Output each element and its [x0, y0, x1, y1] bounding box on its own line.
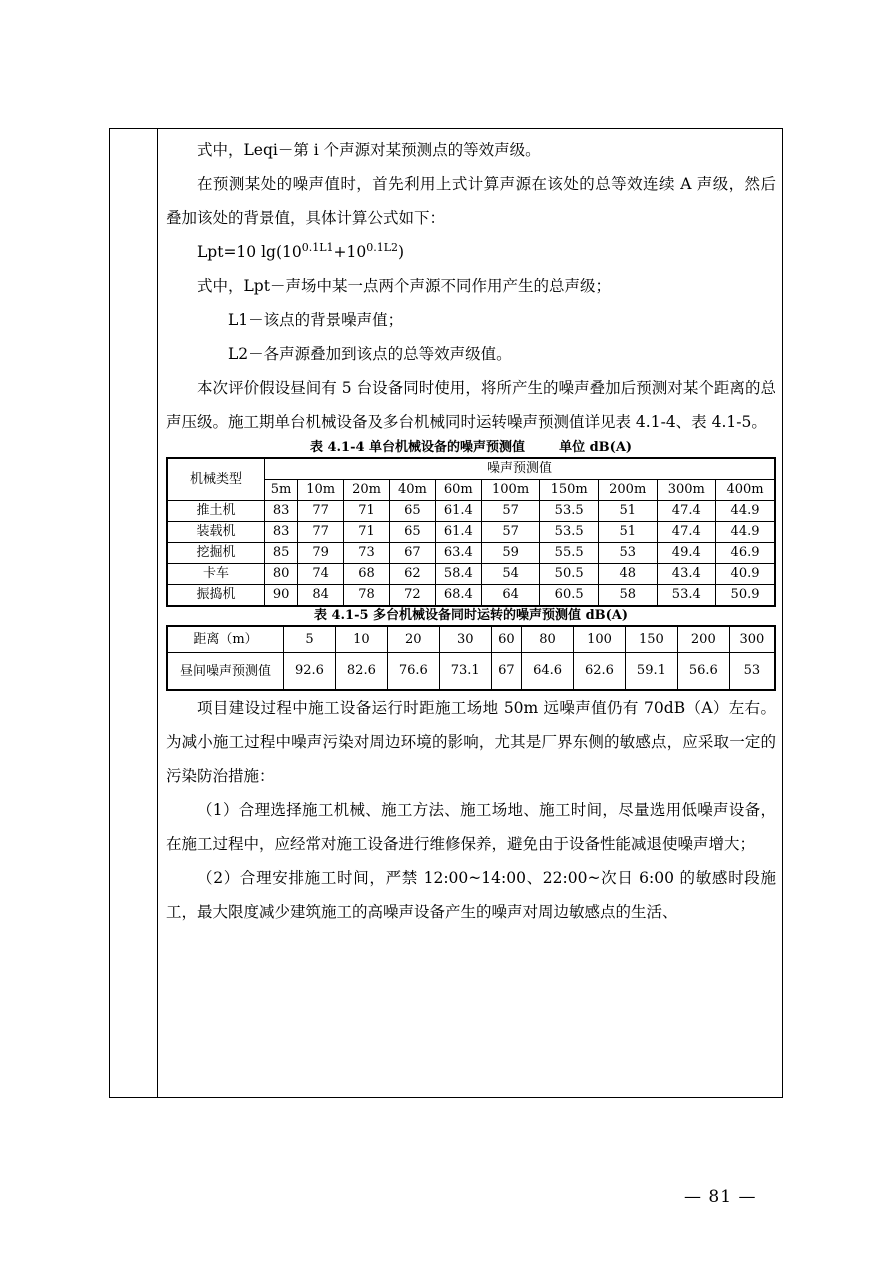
paragraph-construction-noise: 项目建设过程中施工设备运行时距施工场地 50m 远噪声值仍有 70dB（A）左右。为减小施工过程中噪声污染对周边环境的影响，尤其是厂界东侧的敏感点，应采取一定的污染防治措施： — [166, 699, 776, 785]
machine-name-cell: 装载机 — [167, 522, 265, 543]
noise-value-cell: 83 — [265, 522, 298, 543]
table-row — [167, 626, 775, 653]
paragraph-assumption: 本次评价假设昼间有 5 台设备同时使用，将所产生的噪声叠加后预测对某个距离的总声压级。施工期单台机械设备及多台机械同时运转噪声预测值详见表 4.1-4、表 4.1-5。 — [166, 379, 776, 431]
noise-value-cell: 73.1 — [439, 653, 491, 691]
noise-value-cell: 53 — [729, 653, 775, 691]
formula-part: ) — [398, 243, 405, 261]
paragraph-measure-1: （1）合理选择施工机械、施工方法、施工场地、施工时间，尽量选用低噪声设备，在施工过程中，应经常对施工设备进行维修保养，避免由于设备性能减退使噪声增大； — [166, 801, 776, 853]
table-row — [167, 501, 775, 522]
noise-value-cell: 65 — [389, 522, 435, 543]
machine-name-cell: 振捣机 — [167, 585, 265, 607]
noise-value-cell: 50.9 — [716, 585, 775, 607]
noise-value-cell: 61.4 — [435, 501, 481, 522]
table1-distance-header: 400m — [716, 480, 775, 501]
noise-value-cell: 44.9 — [716, 522, 775, 543]
noise-value-cell: 63.4 — [435, 543, 481, 564]
table1-distance-header: 10m — [298, 480, 344, 501]
noise-value-cell: 49.4 — [657, 543, 716, 564]
noise-value-cell: 72 — [389, 585, 435, 607]
table1-unit: 单位 dB(A) — [559, 440, 633, 455]
content-frame — [109, 128, 783, 1098]
table2-distance-label: 距离（m） — [167, 626, 284, 653]
noise-value-cell: 80 — [265, 564, 298, 585]
distance-value-cell: 100 — [574, 626, 626, 653]
table2-daytime-label: 昼间噪声预测值 — [167, 653, 284, 691]
distance-value-cell: 60 — [491, 626, 521, 653]
single-machine-noise-table — [166, 457, 776, 607]
paragraph-leqi-definition: 式中，Leqi－第 i 个声源对某预测点的等效声级。 — [197, 141, 541, 159]
machine-name-cell: 挖掘机 — [167, 543, 265, 564]
paragraph-lpt-definition: 式中，Lpt－声场中某一点两个声源不同作用产生的总声级； — [197, 277, 611, 295]
formula-part: +10 — [333, 243, 367, 261]
formula-part: Lpt=10 lg(10 — [197, 243, 302, 261]
paragraph-l2-definition: L2－各声源叠加到该点的总等效声级值。 — [228, 345, 512, 363]
noise-value-cell: 40.9 — [716, 564, 775, 585]
noise-value-cell: 67 — [389, 543, 435, 564]
noise-value-cell: 48 — [598, 564, 657, 585]
formula-lpt — [166, 235, 776, 269]
noise-value-cell: 51 — [598, 522, 657, 543]
noise-value-cell: 59 — [481, 543, 540, 564]
multi-machine-noise-table — [166, 625, 776, 691]
table-row — [167, 585, 775, 607]
noise-value-cell: 58.4 — [435, 564, 481, 585]
distance-value-cell: 20 — [387, 626, 439, 653]
paragraph-l1-definition: L1－该点的背景噪声值； — [228, 311, 404, 329]
noise-value-cell: 62.6 — [574, 653, 626, 691]
noise-value-cell: 65 — [389, 501, 435, 522]
table2-caption: 表 4.1-5 多台机械设备同时运转的噪声预测值 dB(A) — [313, 608, 629, 623]
table1-caption — [166, 439, 776, 457]
noise-value-cell: 71 — [344, 522, 390, 543]
paragraph-measure-2: （2）合理安排施工时间，严禁 12:00~14:00、22:00~次日 6:00 的敏感时段施工，最大限度减少建筑施工的高噪声设备产生的噪声对周边敏感点的生活、 — [166, 869, 776, 921]
table1-distance-header: 40m — [389, 480, 435, 501]
formula-exponent: 0.1L1 — [301, 241, 334, 254]
machine-name-cell: 推土机 — [167, 501, 265, 522]
noise-value-cell: 60.5 — [540, 585, 599, 607]
table1-corner-header: 机械类型 — [167, 458, 265, 501]
noise-value-cell: 61.4 — [435, 522, 481, 543]
page-number: — 81 — — [684, 1187, 757, 1207]
noise-value-cell: 67 — [491, 653, 521, 691]
noise-value-cell: 56.6 — [677, 653, 729, 691]
noise-value-cell: 53 — [598, 543, 657, 564]
noise-value-cell: 58 — [598, 585, 657, 607]
noise-value-cell: 62 — [389, 564, 435, 585]
noise-value-cell: 59.1 — [625, 653, 677, 691]
noise-value-cell: 68.4 — [435, 585, 481, 607]
frame-divider — [157, 129, 158, 1097]
table1-distance-header: 300m — [657, 480, 716, 501]
noise-value-cell: 90 — [265, 585, 298, 607]
noise-value-cell: 57 — [481, 501, 540, 522]
distance-value-cell: 150 — [625, 626, 677, 653]
noise-value-cell: 44.9 — [716, 501, 775, 522]
noise-value-cell: 78 — [344, 585, 390, 607]
table1-group-header: 噪声预测值 — [265, 458, 776, 480]
machine-name-cell: 卡车 — [167, 564, 265, 585]
noise-value-cell: 92.6 — [284, 653, 336, 691]
table1-distance-header: 100m — [481, 480, 540, 501]
distance-value-cell: 80 — [522, 626, 574, 653]
noise-value-cell: 84 — [298, 585, 344, 607]
noise-value-cell: 79 — [298, 543, 344, 564]
table-row — [167, 653, 775, 691]
table1-caption-text: 表 4.1-4 单台机械设备的噪声预测值 — [309, 440, 526, 455]
noise-value-cell: 85 — [265, 543, 298, 564]
noise-value-cell: 77 — [298, 522, 344, 543]
table1-distance-header: 5m — [265, 480, 298, 501]
noise-value-cell: 82.6 — [335, 653, 387, 691]
paragraph-calculation-intro: 在预测某处的噪声值时，首先利用上式计算声源在该处的总等效连续 A 声级，然后叠加该处的背景值，具体计算公式如下： — [166, 175, 776, 227]
distance-value-cell: 30 — [439, 626, 491, 653]
table-row — [167, 522, 775, 543]
noise-value-cell: 73 — [344, 543, 390, 564]
noise-value-cell: 51 — [598, 501, 657, 522]
noise-value-cell: 46.9 — [716, 543, 775, 564]
noise-value-cell: 83 — [265, 501, 298, 522]
noise-value-cell: 55.5 — [540, 543, 599, 564]
noise-value-cell: 50.5 — [540, 564, 599, 585]
noise-value-cell: 76.6 — [387, 653, 439, 691]
noise-value-cell: 57 — [481, 522, 540, 543]
noise-value-cell: 53.4 — [657, 585, 716, 607]
noise-value-cell: 47.4 — [657, 501, 716, 522]
noise-value-cell: 71 — [344, 501, 390, 522]
distance-value-cell: 300 — [729, 626, 775, 653]
noise-value-cell: 54 — [481, 564, 540, 585]
distance-value-cell: 200 — [677, 626, 729, 653]
table1-distance-header: 200m — [598, 480, 657, 501]
noise-value-cell: 53.5 — [540, 522, 599, 543]
content-area — [166, 133, 776, 929]
noise-value-cell: 47.4 — [657, 522, 716, 543]
distance-value-cell: 5 — [284, 626, 336, 653]
table1-distance-header: 20m — [344, 480, 390, 501]
formula-exponent: 0.1L2 — [366, 241, 399, 254]
table-row — [167, 543, 775, 564]
noise-value-cell: 77 — [298, 501, 344, 522]
noise-value-cell: 43.4 — [657, 564, 716, 585]
noise-value-cell: 53.5 — [540, 501, 599, 522]
table1-distance-header: 150m — [540, 480, 599, 501]
table1-distance-header: 60m — [435, 480, 481, 501]
noise-value-cell: 74 — [298, 564, 344, 585]
noise-value-cell: 68 — [344, 564, 390, 585]
noise-value-cell: 64 — [481, 585, 540, 607]
noise-value-cell: 64.6 — [522, 653, 574, 691]
distance-value-cell: 10 — [335, 626, 387, 653]
table-row — [167, 564, 775, 585]
